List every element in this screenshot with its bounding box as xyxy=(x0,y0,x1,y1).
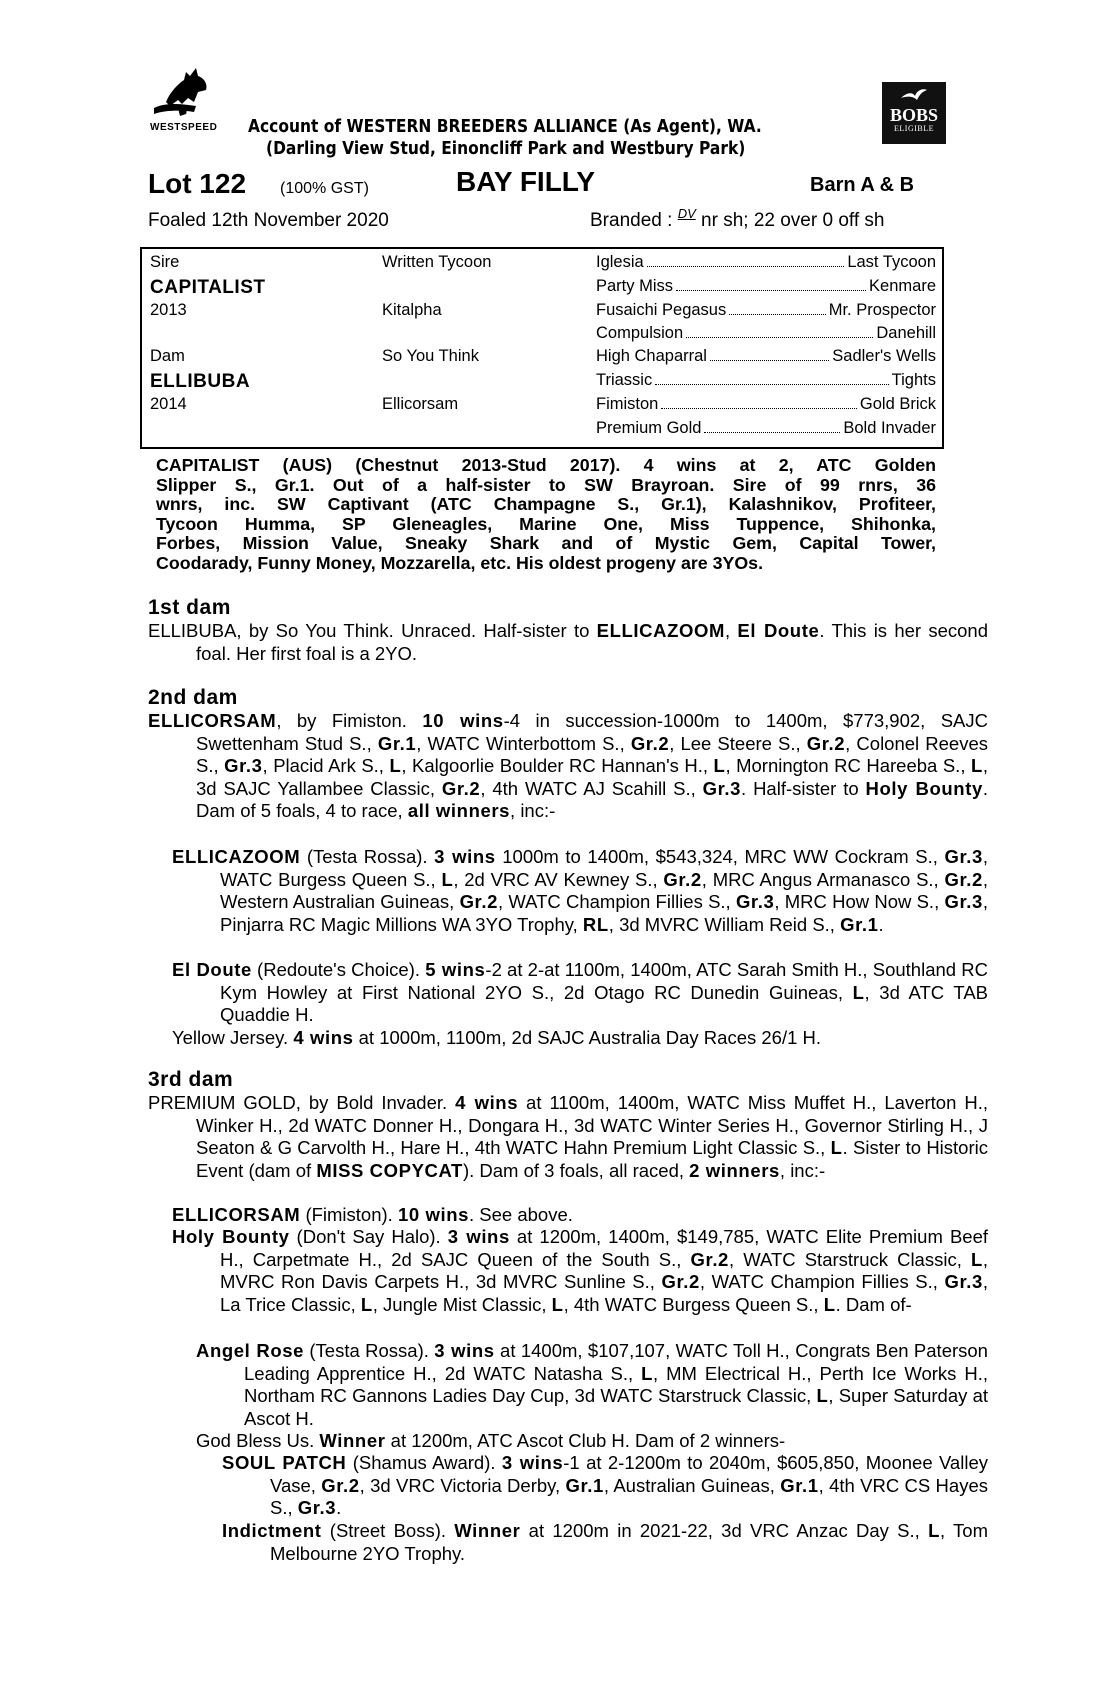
text-segment: , 4th WATC Burgess Queen S., xyxy=(563,1293,824,1315)
bold-text: Gr.3 xyxy=(224,755,263,776)
bold-text: 5 wins xyxy=(425,959,486,980)
text-segment: (Fimiston). xyxy=(300,1204,398,1225)
brand-label: Branded : xyxy=(590,210,673,231)
text-segment: , WATC Burgess Queen S., xyxy=(220,846,988,890)
text-segment: . Half-sister to xyxy=(741,777,866,799)
barn-location: Barn A & B xyxy=(810,174,915,196)
bobs-logo-line2: ELIGIBLE xyxy=(894,124,934,133)
sire-dam: Kitalpha xyxy=(382,301,442,319)
progeny-entry xyxy=(172,1027,988,1050)
progeny-entry xyxy=(196,1430,988,1453)
bold-text: El Doute xyxy=(172,959,252,980)
text-segment: God Bless Us. xyxy=(196,1430,320,1451)
text-segment: . This is her second foal. Her first foal is a 2YO. xyxy=(196,620,989,664)
pedigree-row xyxy=(596,419,936,438)
sire-summary-line: Slipper S., Gr.1. Out of a half-sister to SW Brayroan. Sire of 99 rnrs, 36 xyxy=(156,474,936,495)
vendor-line-2: (Darling View Stud, Einoncliff Park and Westbury Park) xyxy=(266,138,746,159)
bold-text: 4 wins xyxy=(455,1092,519,1113)
bold-text: L xyxy=(441,868,454,890)
bold-text: all winners xyxy=(407,800,511,821)
text-segment: . xyxy=(878,913,884,935)
text-segment: , Colonel Reeves S., xyxy=(196,732,988,776)
text-segment: (Redoute's Choice). xyxy=(251,959,426,980)
bold-text: ELLICORSAM xyxy=(148,710,277,731)
bold-text: RL xyxy=(582,913,609,935)
text-segment: (Shamus Award). xyxy=(346,1452,502,1473)
bold-text: Holy Bounty xyxy=(172,1226,290,1247)
ancestor-sire: Bold Invader xyxy=(843,419,936,437)
bold-text: Gr.2 xyxy=(441,777,481,799)
progeny-entry xyxy=(222,1520,988,1565)
text-segment: , Lee Steere S., xyxy=(669,732,807,754)
bold-text: Gr.3 xyxy=(702,777,742,799)
ancestor-name: High Chaparral xyxy=(596,347,707,365)
bobs-logo-line1: BOBS xyxy=(889,105,939,125)
vendor-line-1: Account of WESTERN BREEDERS ALLIANCE (As Agent), WA. xyxy=(248,116,762,137)
bold-text: Gr.2 xyxy=(459,891,498,912)
text-segment: 1000m to 1400m, $543,324, MRC WW Cockram S., xyxy=(495,846,945,867)
progeny-entry xyxy=(172,1204,988,1227)
gst-note: (100% GST) xyxy=(280,180,369,197)
bold-text: L xyxy=(389,755,402,776)
pedigree-row xyxy=(596,347,936,366)
text-segment: , La Trice Classic, xyxy=(220,1271,988,1315)
ancestor-sire: Last Tycoon xyxy=(847,253,936,271)
text-segment: at 1100m, 1400m, WATC Miss Muffet H., Laverton H., Winker H., 2d WATC Donner H., Dongara H., 3d WATC Winter Series H., Governor Stirling H., J Seaton & G Carvolth H., Hare H., 4th WATC Hahn Premium Light Classic S., xyxy=(196,1092,988,1158)
dam-dam: Ellicorsam xyxy=(382,395,459,413)
pedigree-row xyxy=(596,371,936,390)
progeny-entry xyxy=(172,959,988,1027)
dam-year: 2014 xyxy=(150,395,187,413)
text-segment: , Western Australian Guineas, xyxy=(220,868,988,912)
text-segment: , WATC Champion Fillies S., xyxy=(699,1271,945,1292)
bold-text: Gr.2 xyxy=(661,1271,700,1292)
bold-text: L xyxy=(970,1248,983,1270)
bold-text: L xyxy=(551,1293,564,1315)
bold-text: Gr.2 xyxy=(630,732,670,754)
bird-icon xyxy=(882,88,946,106)
text-segment: , Kalgoorlie Boulder RC Hannan's H., xyxy=(401,755,714,776)
text-segment: Yellow Jersey. xyxy=(172,1027,294,1048)
text-segment: PREMIUM GOLD, by Bold Invader. xyxy=(148,1092,456,1113)
bold-text: Gr.3 xyxy=(944,846,983,867)
sire-label: Sire xyxy=(150,253,180,271)
bold-text: L xyxy=(816,1385,829,1406)
sire-sire: Written Tycoon xyxy=(382,253,492,271)
text-segment: (Don't Say Halo). xyxy=(289,1226,448,1247)
ancestor-name: Fusaichi Pegasus xyxy=(596,301,727,319)
text-segment: at 1400m, $107,107, WATC Toll H., Congrats Ben Paterson Leading Apprentice H., 2d WATC Natasha S., xyxy=(244,1340,988,1384)
bold-text: Gr.1 xyxy=(780,1474,819,1496)
text-segment: at 1000m, 1100m, 2d SAJC Australia Day Races 26/1 H. xyxy=(353,1027,822,1048)
text-segment: , xyxy=(724,620,738,641)
bold-text: L xyxy=(360,1293,373,1315)
lot-number: Lot 122 xyxy=(148,168,247,199)
ancestor-name: Triassic xyxy=(596,371,653,389)
text-segment: (Street Boss). xyxy=(321,1520,455,1541)
bold-text: Gr.2 xyxy=(944,868,983,890)
bold-text: L xyxy=(928,1520,940,1541)
sire-summary-line: Forbes, Mission Value, Sneaky Shark and of Mystic Gem, Capital Tower, xyxy=(156,533,936,554)
pedigree-row xyxy=(596,395,936,414)
text-segment: , 2d VRC AV Kewney S., xyxy=(453,868,664,890)
pedigree-row xyxy=(596,253,936,272)
text-segment: , 4th VRC CS Hayes S., xyxy=(270,1474,988,1518)
third-dam-text xyxy=(148,1092,988,1182)
text-segment: -2 at 2-at 1100m, 1400m, ATC Sarah Smith H., Southland RC Kym Howley at First National 2YO S., 2d Otago RC Dunedin Guineas, xyxy=(220,959,988,1003)
bold-text: L xyxy=(823,1293,836,1315)
text-segment: , Jungle Mist Classic, xyxy=(372,1293,552,1315)
sire-summary-line: Tycoon Humma, SP Gleneagles, Marine One, Miss Tuppence, Shihonka, xyxy=(156,513,936,534)
ancestor-name: Party Miss xyxy=(596,277,674,295)
ancestor-sire: Danehill xyxy=(876,324,936,342)
bold-text: L xyxy=(713,755,726,776)
bold-text: 3 wins xyxy=(501,1452,564,1473)
pedigree-row xyxy=(596,324,936,343)
bold-text: 10 wins xyxy=(422,710,504,731)
bold-text: Gr.1 xyxy=(840,913,879,935)
text-segment: -1 at 2-1200m to 2040m, $605,850, Moonee Valley Vase, xyxy=(270,1452,988,1496)
text-segment: , WATC Winterbottom S., xyxy=(416,732,631,754)
bold-text: 10 wins xyxy=(397,1204,469,1225)
bold-text: 3 wins xyxy=(434,846,496,867)
text-segment: , MM Electrical H., Perth Ice Works H., Northam RC Gannons Ladies Day Cup, 3d WATC Starstruck Classic, xyxy=(244,1362,988,1406)
progeny-entry xyxy=(222,1452,988,1520)
westspeed-logo-text: WESTSPEED xyxy=(150,122,218,133)
brand-info xyxy=(590,206,885,232)
text-segment: . Sister to Historic Event (dam of xyxy=(196,1137,988,1181)
bold-text: SOUL PATCH xyxy=(222,1452,347,1473)
bold-text: Winner xyxy=(454,1520,521,1541)
progeny-entry xyxy=(172,1226,988,1316)
second-dam-text xyxy=(148,710,988,823)
text-segment: at 1200m, 1400m, $149,785, WATC Elite Premium Beef H., Carpetmate H., 2d SAJC Queen of the South S., xyxy=(220,1226,988,1270)
bold-text: MISS COPYCAT xyxy=(316,1159,463,1181)
sire-summary-line: CAPITALIST (AUS) (Chestnut 2013-Stud 2017). 4 wins at 2, ATC Golden xyxy=(156,455,936,475)
text-segment: . Dam of- xyxy=(835,1293,912,1315)
foaled-date: Foaled 12th November 2020 xyxy=(148,210,389,231)
dam-sire: So You Think xyxy=(382,347,479,365)
bold-text: Angel Rose xyxy=(196,1340,305,1361)
pedigree-row xyxy=(596,301,936,320)
bobs-eligible-logo xyxy=(882,82,946,144)
text-segment: -4 in succession-1000m to 1400m, $773,902, SAJC Swettenham Stud S., xyxy=(196,710,989,754)
text-segment: at 1200m in 2021-22, 3d VRC Anzac Day S., xyxy=(520,1520,929,1541)
bold-text: L xyxy=(970,755,983,776)
ancestor-name: Iglesia xyxy=(596,253,644,271)
text-segment: , Mornington RC Hareeba S., xyxy=(725,755,971,776)
text-segment: (Testa Rossa). xyxy=(300,846,435,867)
ancestor-sire: Gold Brick xyxy=(859,395,936,413)
pedigree-row xyxy=(596,277,936,296)
text-segment: , Placid Ark S., xyxy=(262,755,390,776)
ancestor-name: Fimiston xyxy=(596,395,659,413)
text-segment: , Super Saturday at Ascot H. xyxy=(244,1385,989,1429)
bold-text: L xyxy=(852,981,865,1003)
text-segment: , 3d ATC TAB Quaddie H. xyxy=(220,981,988,1025)
ancestor-sire: Mr. Prospector xyxy=(828,301,936,319)
bold-text: Gr.2 xyxy=(690,1248,729,1270)
bold-text: 3 wins xyxy=(447,1226,510,1247)
bold-text: Gr.3 xyxy=(297,1497,337,1518)
text-segment: , 3d SAJC Yallambee Classic, xyxy=(196,755,989,799)
text-segment: . See above. xyxy=(469,1204,573,1225)
bold-text: Gr.2 xyxy=(321,1474,360,1496)
bold-text: Gr.3 xyxy=(944,1271,983,1292)
second-dam-heading: 2nd dam xyxy=(148,686,238,709)
bold-text: 3 wins xyxy=(434,1340,495,1361)
bold-text: L xyxy=(641,1362,654,1384)
first-dam-heading: 1st dam xyxy=(148,596,231,619)
text-segment: at 1200m, ATC Ascot Club H. Dam of 2 winners- xyxy=(385,1430,786,1451)
text-segment: , MVRC Ron Davis Carpets H., 3d MVRC Sunline S., xyxy=(220,1248,988,1292)
horse-description: BAY FILLY xyxy=(456,166,596,197)
ancestor-sire: Kenmare xyxy=(869,277,936,295)
bold-text: Gr.2 xyxy=(663,868,702,890)
bold-text: Winner xyxy=(319,1430,386,1451)
ancestor-sire: Sadler's Wells xyxy=(832,347,936,365)
ancestor-name: Premium Gold xyxy=(596,419,702,437)
bold-text: Gr.3 xyxy=(735,891,775,912)
text-segment: , WATC Starstruck Classic, xyxy=(728,1248,971,1270)
sire-summary-line: wnrs, inc. SW Captivant (ATC Champagne S., Gr.1), Kalashnikov, Profiteer, xyxy=(156,494,936,515)
ancestor-name: Compulsion xyxy=(596,324,684,342)
bold-text: 4 wins xyxy=(293,1027,354,1048)
dam-name: ELLIBUBA xyxy=(150,371,251,392)
third-dam-heading: 3rd dam xyxy=(148,1068,234,1091)
ancestor-sire: Tights xyxy=(891,371,936,389)
bold-text: Gr.1 xyxy=(377,732,417,754)
text-segment: , 3d VRC Victoria Derby, xyxy=(359,1474,566,1496)
text-segment: . xyxy=(336,1497,342,1518)
brand-detail: nr sh; 22 over 0 off sh xyxy=(701,210,885,231)
pedigree-table xyxy=(140,247,944,449)
text-segment: , Tom Melbourne 2YO Trophy. xyxy=(270,1520,988,1564)
sire-name: CAPITALIST xyxy=(150,277,266,298)
bold-text: Gr.3 xyxy=(944,891,983,912)
dam-label: Dam xyxy=(150,347,185,365)
sire-summary xyxy=(156,456,936,574)
text-segment: , MRC How Now S., xyxy=(774,891,945,912)
text-segment: (Testa Rossa). xyxy=(304,1340,435,1361)
bold-text: El Doute xyxy=(737,620,820,641)
text-segment: , MRC Angus Armanasco S., xyxy=(701,868,945,890)
bold-text: 2 winners xyxy=(689,1159,780,1181)
progeny-entry xyxy=(172,846,988,936)
bold-text: Indictment xyxy=(222,1520,322,1541)
bold-text: ELLICAZOOM xyxy=(172,846,301,867)
bold-text: ELLICAZOOM xyxy=(596,620,725,641)
sire-summary-line: Coodarady, Funny Money, Mozzarella, etc. His oldest progeny are 3YOs. xyxy=(156,552,764,573)
sire-year: 2013 xyxy=(150,301,187,319)
text-segment: , inc:- xyxy=(510,800,556,821)
text-segment: , 3d MVRC William Reid S., xyxy=(608,913,841,935)
bold-text: Holy Bounty xyxy=(865,777,983,799)
text-segment: , inc:- xyxy=(779,1159,826,1181)
bold-text: ELLICORSAM xyxy=(172,1204,301,1225)
text-segment: , Australian Guineas, xyxy=(603,1474,781,1496)
text-segment: ELLIBUBA, by So You Think. Unraced. Half-sister to xyxy=(148,620,597,641)
text-segment: ). Dam of 3 foals, all raced, xyxy=(462,1159,690,1181)
text-segment: . Dam of 5 foals, 4 to race, xyxy=(196,777,988,821)
progeny-entry xyxy=(196,1340,988,1430)
brand-mark: DV xyxy=(677,206,696,221)
text-segment: , WATC Champion Fillies S., xyxy=(497,891,736,912)
bold-text: Gr.2 xyxy=(806,732,846,754)
bold-text: Gr.1 xyxy=(565,1474,604,1496)
text-segment: , by Fimiston. xyxy=(276,710,423,731)
text-segment: , Pinjarra RC Magic Millions WA 3YO Trophy, xyxy=(220,891,988,935)
bold-text: L xyxy=(830,1137,843,1158)
first-dam-text xyxy=(148,620,988,665)
text-segment: , 4th WATC AJ Scahill S., xyxy=(480,777,703,799)
